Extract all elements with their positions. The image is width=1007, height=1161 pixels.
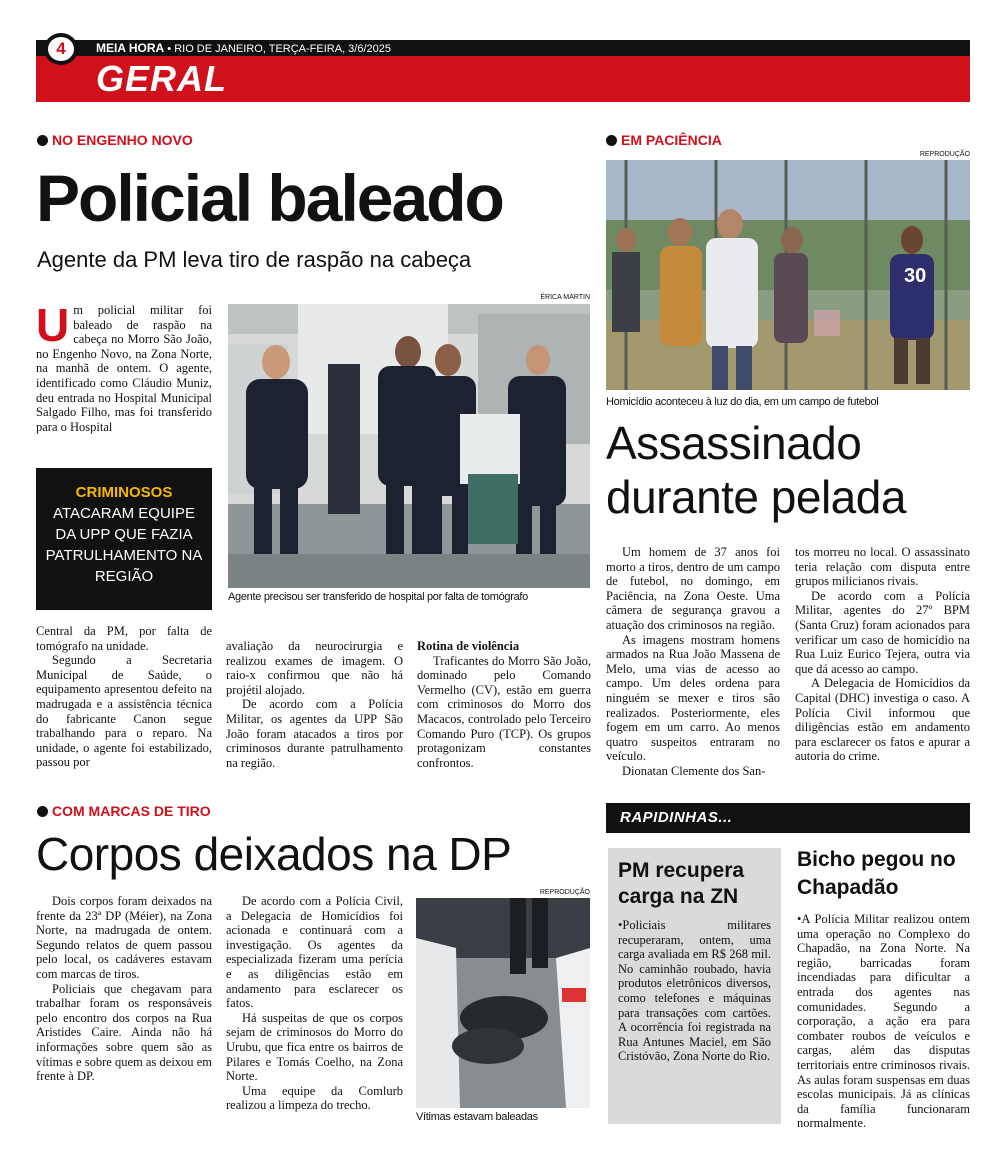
bottom-headline: Corpos deixados na DP xyxy=(36,828,512,880)
page-number: 4 xyxy=(44,33,78,65)
publication-name: MEIA HORA xyxy=(96,41,165,55)
right-kicker: EM PACIÊNCIA xyxy=(606,132,722,148)
main-photo-caption: Agente precisou ser transferido de hospital por falta de tomógrafo xyxy=(228,591,529,603)
masthead xyxy=(96,41,391,56)
bullet-icon xyxy=(37,135,48,146)
right-photo-caption: Homicídio aconteceu à luz do dia, em um campo de futebol xyxy=(606,396,879,408)
dateline: • RIO DE JANEIRO, TERÇA-FEIRA, 3/6/2025 xyxy=(164,43,392,55)
bottom-photo xyxy=(416,898,590,1108)
section-title: GERAL xyxy=(96,58,227,99)
brief-pm-text: •Policiais militares recuperaram, ontem, uma carga avaliada em R$ 268 mil. No caminhão roubado, havia produtos eletrônicos diversos, como telefones e máquinas para transações com cartões. A ocorrência foi registrada na Rua Antunes Maciel, em São Cristóvão, Zona Norte do Rio. xyxy=(618,918,771,1064)
main-photo-credit: ÉRICA MARTIN xyxy=(540,294,590,301)
bottom-column-2: De acordo com a Polícia Civil, a Delegacia de Homicídios foi acionada e continuará com a investigação. Os agentes da especializada fizeram uma perícia e as diligências estão em andamento para esclarecer os fatos. Há suspeitas de que os corpos sejam de criminosos do Morro do Urubu, que fica entre os bairros de Pilares e Tomás Coelho, na Zona Norte. Uma equipe da Comlurb realizou a limpeza do trecho. xyxy=(226,894,403,1113)
main-kicker: NO ENGENHO NOVO xyxy=(37,132,193,148)
main-lead: Um policial militar foi baleado de raspão na cabeça no Morro São João, no Engenho Novo, na Zona Norte, na manhã de ontem. O agente, identificado como Cláudio Muniz, deu entrada no Hospital Municipal Salgado Filho, mas foi transferido para o Hospital xyxy=(36,303,212,434)
pull-quote-text: ATACARAM EQUIPE DA UPP QUE FAZIA PATRULHAMENTO NA REGIÃO xyxy=(45,505,203,585)
brief-bicho-title: Bicho pegou no Chapadão xyxy=(797,848,956,899)
pull-quote-highlight: CRIMINOSOS xyxy=(75,484,173,501)
right-photo-credit: REPRODUÇÃO xyxy=(919,151,970,158)
bottom-photo-credit: REPRODUÇÃO xyxy=(539,889,590,896)
brief-pm-title: PM recupera carga na ZN xyxy=(618,859,745,908)
right-column-1: Um homem de 37 anos foi morto a tiros, dentro de um campo de futebol, no domingo, em Paciência, na Zona Oeste. Uma câmera de segurança gravou a atuação dos criminosos na região. As imagens mostram homens armados na Rua João Massena de Melo, uma vias de acesso ao campo. Um deles ordena para ninguém se mexer e tiros são realizados. Posteriormente, eles fogem em um carro. Ao menos quatro suspeitos entraram no veículo. Dionatan Clemente dos San- xyxy=(606,545,780,778)
bottom-kicker: COM MARCAS DE TIRO xyxy=(37,803,211,819)
pull-quote xyxy=(36,468,212,610)
main-column-3: Rotina de violência Traficantes do Morro São João, dominado pelo Comando Vermelho (CV), estão em guerra com criminosos do Morro dos Macacos, controlado pelo Terceiro Comando Puro (TCP). Os grupos protagonizam constantes confrontos. xyxy=(417,639,591,770)
main-subhead: Rotina de violência xyxy=(417,639,520,653)
right-photo xyxy=(606,160,970,390)
bullet-icon xyxy=(37,806,48,817)
right-headline: Assassinado durante pelada xyxy=(606,417,906,523)
bottom-column-1: Dois corpos foram deixados na frente da 23ª DP (Méier), na Zona Norte, na madrugada de ontem. Segundo relatos de quem passou pelo local, os cadáveres estavam com marcas de tiros. Policiais que chegavam para trabalhar foram os responsáveis pelo encontro dos corpos na Rua Aristides Caire. Ainda não há informações sobre quem são as vítimas e sobre quem as deixou em frente à DP. xyxy=(36,894,212,1084)
main-photo xyxy=(228,304,590,588)
bottom-photo-caption: Vítimas estavam baleadas xyxy=(416,1111,538,1123)
bullet-icon xyxy=(606,135,617,146)
brief-bicho-text: •A Polícia Militar realizou ontem uma operação no Complexo do Chapadão, na Zona Norte. Na região, barricadas foram incendiadas para dificultar a entrada dos agentes nas comunidades. Segundo a corporação, a ação era para combater roubos de veículos e cargas, além das disputas territoriais entre criminosos rivais. As aulas foram suspensas em duas escolas municipais. Já as clínicas da família funcionaram normalmente. xyxy=(797,912,970,1131)
main-column-1: Central da PM, por falta de tomógrafo na unidade. Segundo a Secretaria Municipal de Saúde, o equipamento apresentou defeito na madrugada e a assistência técnica do fabricante Canon segue trabalhando para o reparo. Na unidade, o agente foi estabilizado, passou por xyxy=(36,624,212,770)
main-subheadline: Agente da PM leva tiro de raspão na cabeça xyxy=(37,247,472,272)
jersey-number: 30 xyxy=(904,265,927,287)
brief-pm-box xyxy=(608,848,781,1124)
drop-cap: U xyxy=(36,303,70,351)
main-headline: Policial baleado xyxy=(36,161,503,235)
main-column-2: avaliação da neurocirurgia e realizou exames de imagem. O raio-x confirmou que não há projétil alojado. De acordo com a Polícia Militar, os agentes da UPP São João foram atacados a tiros por criminosos durante patrulhamento na região. xyxy=(226,639,403,770)
right-column-2: tos morreu no local. O assassinato teria relação com disputa entre grupos milicianos rivais. De acordo com a Polícia Militar, agentes do 27º BPM (Santa Cruz) foram acionados para verificar um caso de homicídio na Rua Luiz Eurico Tejera, outra via que dá acesso ao campo. A Delegacia de Homicídios da Capital (DHC) investiga o caso. A Polícia Civil informou que diligências estão em andamento para esclarecer os fatos e apurar a autoria do crime. xyxy=(795,545,970,764)
rapidinhas-label: RAPIDINHAS... xyxy=(620,809,733,826)
